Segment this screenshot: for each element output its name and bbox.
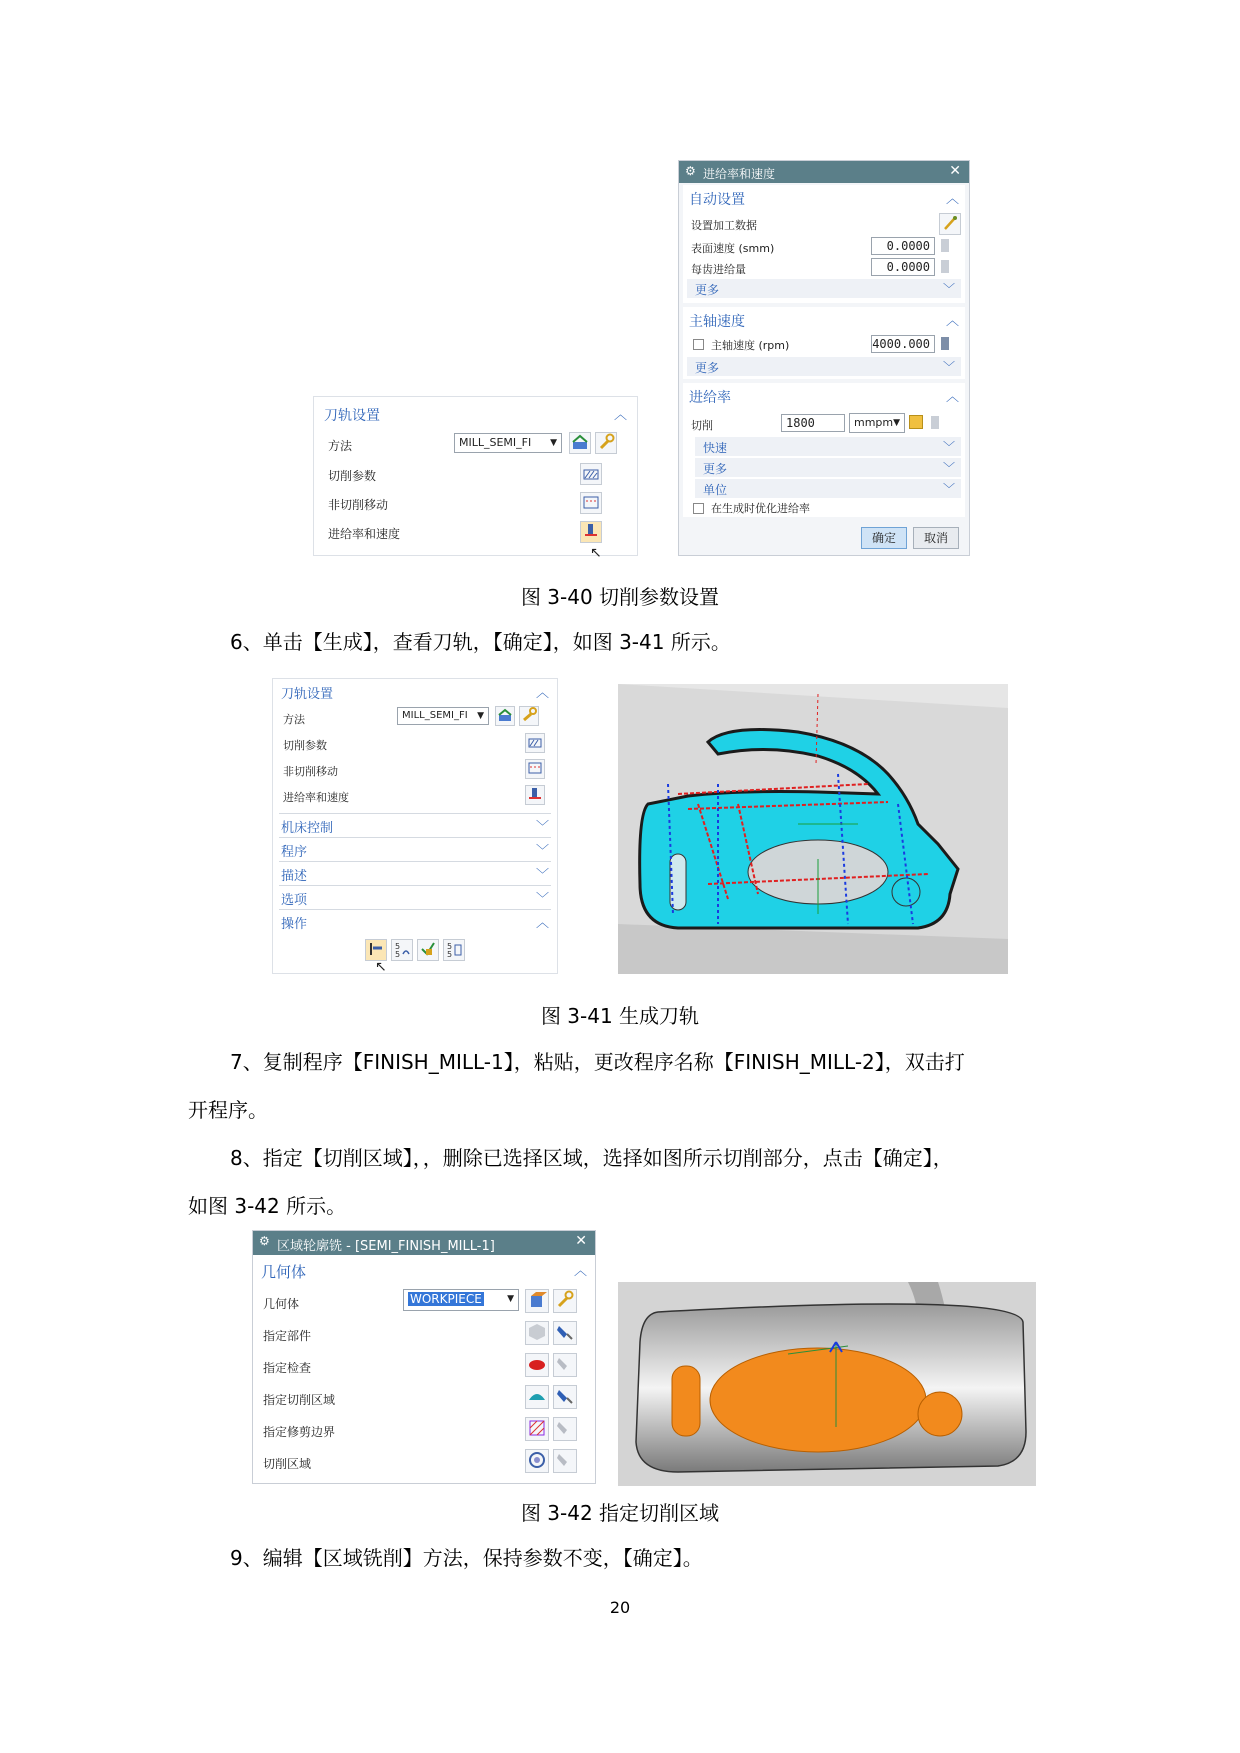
divider	[279, 885, 551, 886]
page-number: 20	[609, 1598, 631, 1617]
feed-rate-group	[683, 383, 965, 517]
toolpath-settings-panel	[313, 396, 638, 561]
geometry-value: WORKPIECE	[410, 1292, 482, 1306]
chevron-down-icon[interactable]: ﹀	[535, 892, 549, 907]
rapid-subgroup[interactable]	[695, 437, 961, 456]
pen-icon	[941, 214, 959, 232]
dropdown-arrow-icon: ▼	[477, 711, 484, 721]
surface-speed-label: 表面速度 (smm)	[691, 242, 775, 255]
display-cut-area-flashlight-icon[interactable]	[553, 1385, 577, 1409]
options-header[interactable]	[277, 887, 553, 909]
gear-icon: ⚙	[259, 1234, 270, 1248]
spindle-speed-label: 主轴速度 (rpm)	[711, 339, 790, 352]
divider	[279, 813, 551, 814]
gear-icon: ⚙	[685, 164, 696, 178]
generate-icon	[367, 940, 385, 958]
figure-caption-3-40: 图 3-40 切削参数设置	[520, 585, 720, 609]
step-8-text-cont: 如图 3-42 所示。	[188, 1194, 347, 1218]
display-region-flashlight-icon[interactable]	[553, 1449, 577, 1473]
spindle-more-subgroup[interactable]	[687, 357, 961, 376]
feed-rate-title: 进给率	[689, 390, 731, 406]
feeds-speeds-icon	[582, 522, 600, 540]
dialog-title-bar	[253, 1231, 595, 1255]
method-select[interactable]	[454, 433, 562, 453]
non-cut-moves-button[interactable]	[525, 759, 545, 779]
dialog-title: 进给率和速度	[703, 167, 776, 181]
non-cut-moves-icon	[527, 760, 543, 776]
spindle-more-label: 更多	[695, 361, 720, 375]
calculator-icon[interactable]	[941, 239, 949, 252]
specify-part-button[interactable]	[525, 1321, 549, 1345]
specify-trim-boundary-button[interactable]	[525, 1417, 549, 1441]
cut-region-icon	[527, 1450, 547, 1470]
units-label: 单位	[703, 483, 728, 497]
feed-per-tooth-input[interactable]: 0.0000	[871, 258, 935, 276]
divider	[279, 861, 551, 862]
display-geometry-button[interactable]	[525, 1289, 549, 1313]
generate-button[interactable]	[365, 939, 387, 961]
dropdown-arrow-icon: ▼	[893, 418, 900, 428]
divider	[279, 837, 551, 838]
selected-cut-area-image	[618, 1282, 1036, 1486]
auto-more-label: 更多	[695, 283, 720, 297]
feed-more-label: 更多	[703, 462, 728, 476]
toolpath-settings-header[interactable]	[277, 681, 553, 703]
geometry-label: 几何体	[263, 1297, 300, 1311]
cut-params-button[interactable]	[525, 733, 545, 753]
step-6-text: 6、单击【生成】，查看刀轨，【确定】，如图 3-41 所示。	[230, 630, 731, 654]
step-7-text-cont: 开程序。	[188, 1098, 268, 1122]
specify-part-label: 指定部件	[263, 1329, 312, 1343]
edit-method-wrench-icon[interactable]	[595, 432, 617, 454]
toolpath-3d-view	[618, 684, 1008, 974]
chevron-down-icon[interactable]: ﹀	[535, 844, 549, 859]
feed-unit-value: mmpm	[854, 416, 894, 429]
chevron-down-icon[interactable]: ﹀	[535, 820, 549, 835]
feeds-speeds-icon	[527, 786, 543, 802]
program-title: 程序	[281, 845, 308, 860]
toolpath-panel-expanded	[272, 678, 558, 974]
chevron-up-icon[interactable]: ︿	[573, 1264, 587, 1279]
chevron-up-icon[interactable]: ︿	[535, 686, 549, 701]
svg-text:5: 5	[447, 950, 453, 958]
wrench-icon	[521, 707, 537, 723]
flashlight-icon	[555, 1418, 575, 1438]
toolpath-settings-title: 刀轨设置	[324, 408, 380, 424]
spindle-speed-input[interactable]: 4000.000	[871, 335, 935, 353]
cut-feed-label: 切削	[691, 419, 713, 432]
display-method-icon[interactable]	[569, 432, 591, 454]
specify-cut-area-button[interactable]	[525, 1385, 549, 1409]
feed-more-subgroup[interactable]	[695, 458, 961, 477]
method-label: 方法	[283, 713, 305, 726]
dropdown-arrow-icon: ▼	[550, 438, 557, 448]
chevron-down-icon[interactable]: ﹀	[942, 482, 955, 496]
cancel-button[interactable]: 取消	[913, 527, 959, 549]
rapid-label: 快速	[703, 441, 728, 455]
actions-title: 操作	[281, 917, 308, 932]
auto-more-subgroup[interactable]	[687, 279, 961, 298]
specify-cut-area-label: 指定切削区域	[263, 1393, 336, 1407]
units-subgroup[interactable]	[695, 479, 961, 498]
svg-text:5: 5	[395, 942, 401, 951]
cube-icon	[527, 1290, 547, 1310]
toolpath-settings-header[interactable]	[320, 403, 631, 425]
method-value: MILL_SEMI_FI	[459, 436, 532, 449]
svg-text:5: 5	[447, 942, 453, 951]
chevron-down-icon[interactable]: ﹀	[942, 360, 955, 374]
feed-unit-select[interactable]	[849, 413, 905, 433]
figure-caption-3-41: 图 3-41 生成刀轨	[540, 1004, 700, 1028]
machine-control-header[interactable]	[277, 815, 553, 837]
feed-rate-header[interactable]	[685, 385, 963, 407]
feeds-speeds-button[interactable]	[525, 785, 545, 805]
geometry-select[interactable]	[403, 1289, 519, 1311]
feeds-speeds-button[interactable]	[580, 521, 602, 543]
toolpath-settings-title: 刀轨设置	[281, 687, 334, 702]
step-9-text: 9、编辑【区域铣削】方法，保持参数不变，【确定】。	[230, 1546, 703, 1570]
method-select[interactable]	[397, 707, 489, 725]
non-cut-moves-icon	[582, 493, 600, 511]
display-trim-flashlight-icon[interactable]	[553, 1417, 577, 1441]
dropdown-arrow-icon: ▼	[507, 1294, 514, 1304]
edit-geometry-wrench-icon[interactable]	[553, 1289, 577, 1313]
cut-params-button[interactable]	[580, 463, 602, 485]
specify-check-label: 指定检查	[263, 1361, 312, 1375]
ok-button[interactable]: 确定	[861, 527, 907, 549]
chevron-down-icon[interactable]: ﹀	[942, 440, 955, 454]
chevron-up-icon[interactable]: ︿	[945, 314, 959, 329]
chevron-down-icon[interactable]: ﹀	[942, 282, 955, 296]
dialog-title: 区域轮廓铣 - [SEMI_FINISH_MILL-1]	[277, 1239, 495, 1254]
method-display-icon	[497, 707, 513, 723]
cut-params-icon	[582, 464, 600, 482]
auto-settings-header[interactable]	[685, 187, 963, 209]
figure-caption-3-42: 图 3-42 指定切削区域	[520, 1501, 720, 1525]
calculator-icon[interactable]	[941, 260, 949, 273]
specify-trim-boundary-label: 指定修剪边界	[263, 1425, 336, 1439]
flashlight-icon	[555, 1322, 575, 1342]
set-data-label: 设置加工数据	[691, 219, 757, 232]
generated-toolpath-image	[618, 684, 1008, 974]
flashlight-icon	[555, 1354, 575, 1374]
cut-feed-input[interactable]: 1800	[781, 414, 845, 432]
actions-header[interactable]	[277, 911, 553, 933]
chevron-down-icon[interactable]: ﹀	[535, 868, 549, 883]
spindle-checkbox[interactable]	[693, 339, 704, 350]
feed-per-tooth-label: 每齿进给量	[691, 263, 746, 276]
dialog-title-bar	[679, 161, 969, 183]
optimize-label: 在生成时优化进给率	[711, 502, 810, 515]
specify-check-button[interactable]	[525, 1353, 549, 1377]
trim-boundary-icon	[527, 1418, 547, 1438]
list-button[interactable]	[443, 939, 465, 961]
method-display-icon	[571, 433, 589, 451]
part-icon	[527, 1322, 547, 1342]
auto-settings-title: 自动设置	[689, 192, 745, 208]
calculator-icon[interactable]	[941, 337, 949, 350]
wrench-icon	[555, 1290, 575, 1310]
chevron-up-icon[interactable]: ︿	[945, 390, 959, 405]
description-title: 描述	[281, 869, 308, 884]
area-mill-dialog	[252, 1230, 596, 1484]
divider	[279, 909, 551, 910]
non-cut-moves-button[interactable]	[580, 492, 602, 514]
feeds-speeds-label: 进给率和速度	[328, 527, 401, 541]
close-icon[interactable]: ✕	[575, 1233, 587, 1249]
chevron-up-icon[interactable]: ︿	[613, 408, 627, 423]
spindle-header[interactable]	[685, 309, 963, 331]
surface-speed-input[interactable]: 0.0000	[871, 237, 935, 255]
cut-area-button[interactable]	[525, 1449, 549, 1473]
display-part-flashlight-icon[interactable]	[553, 1321, 577, 1345]
set-data-button[interactable]	[939, 213, 961, 235]
verify-button[interactable]	[417, 939, 439, 961]
check-geometry-icon	[527, 1354, 547, 1374]
auto-settings-group	[683, 185, 965, 303]
spindle-group	[683, 307, 965, 379]
optimize-checkbox[interactable]	[693, 503, 704, 514]
cut-params-label: 切削参数	[328, 469, 377, 483]
description-header[interactable]	[277, 863, 553, 885]
geometry-header[interactable]	[257, 1259, 591, 1281]
flashlight-icon	[555, 1450, 575, 1470]
mouse-cursor-icon: ↖	[590, 545, 602, 561]
list-icon	[445, 940, 463, 958]
spindle-title: 主轴速度	[689, 314, 745, 330]
chevron-up-icon[interactable]: ︿	[535, 916, 549, 931]
display-method-icon[interactable]	[495, 706, 515, 726]
non-cut-moves-label: 非切削移动	[283, 765, 338, 778]
chevron-down-icon[interactable]: ﹀	[942, 461, 955, 475]
method-value: MILL_SEMI_FI	[402, 710, 468, 721]
cut-area-3d-view	[618, 1282, 1036, 1486]
replay-icon	[393, 940, 411, 958]
calculator-icon[interactable]	[931, 416, 939, 429]
mouse-cursor-icon: ↖	[375, 959, 387, 975]
feeds-speeds-dialog	[678, 160, 970, 556]
cut-params-label: 切削参数	[283, 739, 327, 752]
cut-area-label: 切削区域	[263, 1457, 312, 1471]
cut-area-icon	[527, 1386, 547, 1406]
step-8-text: 8、指定【切削区域】，，删除已选择区域，选择如图所示切削部分，点击【确定】，	[230, 1146, 953, 1170]
verify-icon	[419, 940, 437, 958]
geometry-title: 几何体	[261, 1263, 307, 1281]
options-title: 选项	[281, 893, 308, 908]
feeds-speeds-label: 进给率和速度	[283, 791, 349, 804]
edit-method-wrench-icon[interactable]	[519, 706, 539, 726]
replay-button[interactable]	[391, 939, 413, 961]
machine-control-title: 机床控制	[281, 821, 334, 836]
cut-params-icon	[527, 734, 543, 750]
lock-icon[interactable]	[909, 415, 923, 429]
non-cut-moves-label: 非切削移动	[328, 498, 389, 512]
flashlight-icon	[555, 1386, 575, 1406]
svg-text:5: 5	[395, 950, 401, 958]
method-label: 方法	[328, 439, 353, 453]
close-icon[interactable]: ✕	[949, 163, 961, 179]
wrench-icon	[597, 433, 615, 451]
program-header[interactable]	[277, 839, 553, 861]
display-check-flashlight-icon[interactable]	[553, 1353, 577, 1377]
chevron-up-icon[interactable]: ︿	[945, 192, 959, 207]
step-7-text: 7、复制程序【FINISH_MILL-1】，粘贴，更改程序名称【FINISH_MILL-2】，双击打	[230, 1050, 965, 1074]
